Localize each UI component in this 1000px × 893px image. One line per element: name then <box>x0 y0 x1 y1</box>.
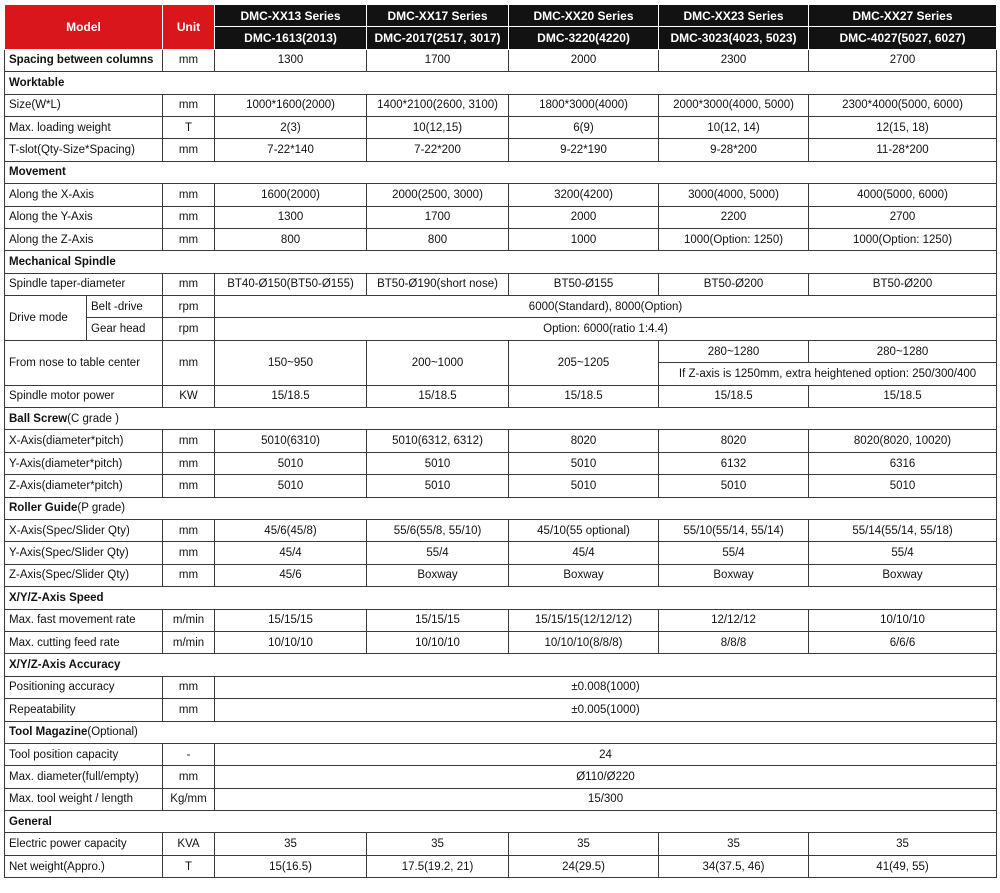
spec-value: 200~1000 <box>367 340 509 385</box>
section-header <box>5 72 997 94</box>
drive-sub-label: Belt -drive <box>87 296 163 318</box>
table-row <box>5 475 997 497</box>
spec-label: Electric power capacity <box>5 833 163 855</box>
spec-unit: Kg/mm <box>163 788 215 810</box>
spec-value: 45/4 <box>509 542 659 564</box>
table-row <box>5 519 997 541</box>
table-row <box>5 743 997 765</box>
spec-label: Max. fast movement rate <box>5 609 163 631</box>
spec-value: 15/15/15 <box>215 609 367 631</box>
spec-value: 15/18.5 <box>215 385 367 407</box>
spec-value: 1000*1600(2000) <box>215 94 367 116</box>
spec-value: 5010 <box>215 475 367 497</box>
spec-value: 5010 <box>367 475 509 497</box>
spec-value: 6/6/6 <box>809 631 997 653</box>
table-body <box>5 49 997 877</box>
model-name-header: DMC-4027(5027, 6027) <box>809 27 997 49</box>
section-title: X/Y/Z-Axis Accuracy <box>9 659 121 672</box>
table-row <box>5 766 997 788</box>
spec-unit: mm <box>163 49 215 71</box>
spec-label: Spacing between columns <box>5 49 163 71</box>
spec-value: 5010(6310) <box>215 430 367 452</box>
spec-value: 35 <box>367 833 509 855</box>
spec-value: 45/6(45/8) <box>215 519 367 541</box>
spec-value: 280~1280 <box>659 340 809 362</box>
spec-value: 1600(2000) <box>215 184 367 206</box>
section-suffix: (Optional) <box>87 726 138 739</box>
table-row <box>5 228 997 250</box>
spec-value: 55/4 <box>809 542 997 564</box>
table-row <box>5 699 997 721</box>
header-row-series <box>5 5 997 27</box>
spec-value: 2000(2500, 3000) <box>367 184 509 206</box>
spec-label: Max. tool weight / length <box>5 788 163 810</box>
spec-unit: mm <box>163 139 215 161</box>
spec-value: Boxway <box>809 564 997 586</box>
table-row <box>5 788 997 810</box>
section-header <box>5 408 997 430</box>
section-row <box>5 721 997 743</box>
spec-value: 35 <box>659 833 809 855</box>
spec-value: 280~1280 <box>809 340 997 362</box>
spec-value: 35 <box>809 833 997 855</box>
spec-value: 800 <box>367 228 509 250</box>
spec-note: If Z-axis is 1250mm, extra heightened option: 250/300/400 <box>659 363 997 385</box>
spec-label: Tool position capacity <box>5 743 163 765</box>
spec-value: 8020 <box>509 430 659 452</box>
spec-value-span: 24 <box>215 743 997 765</box>
spec-table <box>4 4 997 878</box>
spec-label: Z-Axis(Spec/Slider Qty) <box>5 564 163 586</box>
spec-value: Boxway <box>659 564 809 586</box>
spec-value: 1000 <box>509 228 659 250</box>
table-row <box>5 206 997 228</box>
section-header <box>5 587 997 609</box>
spec-value: 45/6 <box>215 564 367 586</box>
spec-value: 15/15/15 <box>367 609 509 631</box>
section-title: Mechanical Spindle <box>9 255 116 268</box>
spec-value: 1400*2100(2600, 3100) <box>367 94 509 116</box>
spec-value: 5010 <box>659 475 809 497</box>
spec-unit: mm <box>163 228 215 250</box>
table-row <box>5 139 997 161</box>
spec-value: 15(16.5) <box>215 855 367 877</box>
spec-value: 1800*3000(4000) <box>509 94 659 116</box>
spec-label: Max. cutting feed rate <box>5 631 163 653</box>
section-title: Worktable <box>9 76 65 89</box>
spec-value: 15/18.5 <box>659 385 809 407</box>
spec-value: 2200 <box>659 206 809 228</box>
spec-label: X-Axis(diameter*pitch) <box>5 430 163 452</box>
spec-value: 5010 <box>215 452 367 474</box>
table-row <box>5 340 997 362</box>
spec-value: 55/6(55/8, 55/10) <box>367 519 509 541</box>
spec-label: Spindle taper-diameter <box>5 273 163 295</box>
spec-value: 45/10(55 optional) <box>509 519 659 541</box>
spec-unit: KW <box>163 385 215 407</box>
section-row <box>5 811 997 833</box>
spec-unit: mm <box>163 475 215 497</box>
table-row <box>5 564 997 586</box>
spec-unit: rpm <box>163 296 215 318</box>
table-row <box>5 542 997 564</box>
spec-value: 1700 <box>367 49 509 71</box>
spec-value: 9-22*190 <box>509 139 659 161</box>
table-row <box>5 833 997 855</box>
spec-value: BT50-Ø190(short nose) <box>367 273 509 295</box>
drive-sub-label: Gear head <box>87 318 163 340</box>
model-header: Model <box>5 5 163 50</box>
spec-value: 10(12,15) <box>367 116 509 138</box>
section-suffix: (P grade) <box>77 502 126 515</box>
spec-value: 2(3) <box>215 116 367 138</box>
drive-mode-label: Drive mode <box>5 296 87 341</box>
spec-value-span: ±0.005(1000) <box>215 699 997 721</box>
spec-value: 55/4 <box>367 542 509 564</box>
spec-value: 55/4 <box>659 542 809 564</box>
spec-unit: T <box>163 116 215 138</box>
spec-label: Y-Axis(diameter*pitch) <box>5 452 163 474</box>
model-name-header: DMC-3023(4023, 5023) <box>659 27 809 49</box>
spec-value-span: Ø110/Ø220 <box>215 766 997 788</box>
section-row <box>5 654 997 676</box>
spec-value: Boxway <box>509 564 659 586</box>
model-name-header: DMC-3220(4220) <box>509 27 659 49</box>
section-title: General <box>9 815 52 828</box>
spec-value: 205~1205 <box>509 340 659 385</box>
spec-label: From nose to table center <box>5 340 163 385</box>
spec-value: 2300 <box>659 49 809 71</box>
spec-value: 2300*4000(5000, 6000) <box>809 94 997 116</box>
spec-value: 55/10(55/14, 55/14) <box>659 519 809 541</box>
spec-value: BT50-Ø200 <box>809 273 997 295</box>
spec-unit: mm <box>163 766 215 788</box>
section-row <box>5 161 997 183</box>
spec-value: 34(37.5, 46) <box>659 855 809 877</box>
section-title: Ball Screw <box>9 412 68 425</box>
spec-value: 2700 <box>809 49 997 71</box>
spec-value: 3200(4200) <box>509 184 659 206</box>
spec-unit: mm <box>163 340 215 385</box>
spec-value-span: 6000(Standard), 8000(Option) <box>215 296 997 318</box>
spec-value: 12(15, 18) <box>809 116 997 138</box>
spec-value: 41(49, 55) <box>809 855 997 877</box>
spec-value: 10(12, 14) <box>659 116 809 138</box>
table-row <box>5 452 997 474</box>
spec-value: 1700 <box>367 206 509 228</box>
spec-value: 6132 <box>659 452 809 474</box>
spec-value: 10/10/10(8/8/8) <box>509 631 659 653</box>
spec-unit: mm <box>163 452 215 474</box>
spec-value: 9-28*200 <box>659 139 809 161</box>
spec-value: 17.5(19.2, 21) <box>367 855 509 877</box>
spec-value: 55/14(55/14, 55/18) <box>809 519 997 541</box>
section-title: Tool Magazine <box>9 726 88 739</box>
spec-value: 5010 <box>509 475 659 497</box>
table-row <box>5 318 997 340</box>
spec-value: 24(29.5) <box>509 855 659 877</box>
spec-label: Max. diameter(full/empty) <box>5 766 163 788</box>
spec-label: Y-Axis(Spec/Slider Qty) <box>5 542 163 564</box>
table-row <box>5 676 997 698</box>
section-header <box>5 161 997 183</box>
spec-label: Along the X-Axis <box>5 184 163 206</box>
section-row <box>5 72 997 94</box>
spec-label: Repeatability <box>5 699 163 721</box>
section-row <box>5 497 997 519</box>
spec-value: 11-28*200 <box>809 139 997 161</box>
spec-unit: mm <box>163 519 215 541</box>
spec-value: 10/10/10 <box>809 609 997 631</box>
spec-value: 15/18.5 <box>367 385 509 407</box>
spec-unit: mm <box>163 699 215 721</box>
spec-value: Boxway <box>367 564 509 586</box>
spec-value: 2000 <box>509 206 659 228</box>
spec-value: 15/18.5 <box>509 385 659 407</box>
spec-value: BT50-Ø155 <box>509 273 659 295</box>
spec-label: X-Axis(Spec/Slider Qty) <box>5 519 163 541</box>
spec-unit: mm <box>163 430 215 452</box>
section-title: Movement <box>9 166 66 179</box>
section-header <box>5 721 997 743</box>
spec-unit: mm <box>163 184 215 206</box>
table-row <box>5 855 997 877</box>
series-header: DMC-XX27 Series <box>809 5 997 27</box>
spec-unit: - <box>163 743 215 765</box>
spec-value: 1300 <box>215 206 367 228</box>
series-header: DMC-XX17 Series <box>367 5 509 27</box>
spec-unit: m/min <box>163 609 215 631</box>
spec-value-span: 15/300 <box>215 788 997 810</box>
spec-value: BT50-Ø200 <box>659 273 809 295</box>
series-header: DMC-XX23 Series <box>659 5 809 27</box>
series-header: DMC-XX13 Series <box>215 5 367 27</box>
series-header: DMC-XX20 Series <box>509 5 659 27</box>
model-name-header: DMC-2017(2517, 3017) <box>367 27 509 49</box>
spec-label: Size(W*L) <box>5 94 163 116</box>
table-row <box>5 385 997 407</box>
spec-unit: mm <box>163 273 215 295</box>
table-row <box>5 94 997 116</box>
spec-value: 12/12/12 <box>659 609 809 631</box>
table-row <box>5 273 997 295</box>
table-row <box>5 296 997 318</box>
spec-value: 800 <box>215 228 367 250</box>
section-row <box>5 587 997 609</box>
spec-value: 3000(4000, 5000) <box>659 184 809 206</box>
spec-value: 15/15/15(12/12/12) <box>509 609 659 631</box>
spec-unit: m/min <box>163 631 215 653</box>
spec-label: Spindle motor power <box>5 385 163 407</box>
model-name-header: DMC-1613(2013) <box>215 27 367 49</box>
spec-value: 5010 <box>367 452 509 474</box>
spec-unit: mm <box>163 94 215 116</box>
spec-unit: KVA <box>163 833 215 855</box>
spec-value: 2000 <box>509 49 659 71</box>
spec-value: BT40-Ø150(BT50-Ø155) <box>215 273 367 295</box>
spec-label: Net weight(Appro.) <box>5 855 163 877</box>
spec-value: 8020(8020, 10020) <box>809 430 997 452</box>
section-row <box>5 251 997 273</box>
spec-unit: mm <box>163 206 215 228</box>
spec-label: Positioning accuracy <box>5 676 163 698</box>
spec-value-span: Option: 6000(ratio 1:4.4) <box>215 318 997 340</box>
spec-value: 6316 <box>809 452 997 474</box>
table-row <box>5 49 997 71</box>
spec-value: 5010 <box>509 452 659 474</box>
spec-value: 2700 <box>809 206 997 228</box>
table-row <box>5 116 997 138</box>
spec-value: 35 <box>215 833 367 855</box>
table-header <box>5 5 997 50</box>
spec-value: 8020 <box>659 430 809 452</box>
table-row <box>5 631 997 653</box>
spec-unit: mm <box>163 564 215 586</box>
spec-unit: mm <box>163 542 215 564</box>
spec-value: 4000(5000, 6000) <box>809 184 997 206</box>
spec-unit: T <box>163 855 215 877</box>
spec-value: 1000(Option: 1250) <box>659 228 809 250</box>
spec-label: Along the Y-Axis <box>5 206 163 228</box>
spec-value: 7-22*200 <box>367 139 509 161</box>
spec-value: 2000*3000(4000, 5000) <box>659 94 809 116</box>
section-header <box>5 251 997 273</box>
unit-header: Unit <box>163 5 215 50</box>
spec-value: 150~950 <box>215 340 367 385</box>
spec-value: 15/18.5 <box>809 385 997 407</box>
spec-value: 7-22*140 <box>215 139 367 161</box>
spec-value: 6(9) <box>509 116 659 138</box>
spec-label: Along the Z-Axis <box>5 228 163 250</box>
table-row <box>5 184 997 206</box>
spec-value: 35 <box>509 833 659 855</box>
spec-value: 1300 <box>215 49 367 71</box>
spec-label: Max. loading weight <box>5 116 163 138</box>
spec-unit: mm <box>163 676 215 698</box>
spec-value-span: ±0.008(1000) <box>215 676 997 698</box>
section-header <box>5 497 997 519</box>
spec-value: 5010(6312, 6312) <box>367 430 509 452</box>
section-row <box>5 408 997 430</box>
section-title: X/Y/Z-Axis Speed <box>9 591 104 604</box>
spec-value: 5010 <box>809 475 997 497</box>
spec-label: T-slot(Qty-Size*Spacing) <box>5 139 163 161</box>
spec-unit: rpm <box>163 318 215 340</box>
table-row <box>5 609 997 631</box>
spec-value: 8/8/8 <box>659 631 809 653</box>
table-row <box>5 430 997 452</box>
section-suffix: (C grade ) <box>67 412 119 425</box>
section-title: Roller Guide <box>9 502 78 515</box>
spec-value: 10/10/10 <box>215 631 367 653</box>
section-header <box>5 654 997 676</box>
section-header <box>5 811 997 833</box>
spec-value: 45/4 <box>215 542 367 564</box>
spec-value: 1000(Option: 1250) <box>809 228 997 250</box>
spec-label: Z-Axis(diameter*pitch) <box>5 475 163 497</box>
spec-value: 10/10/10 <box>367 631 509 653</box>
